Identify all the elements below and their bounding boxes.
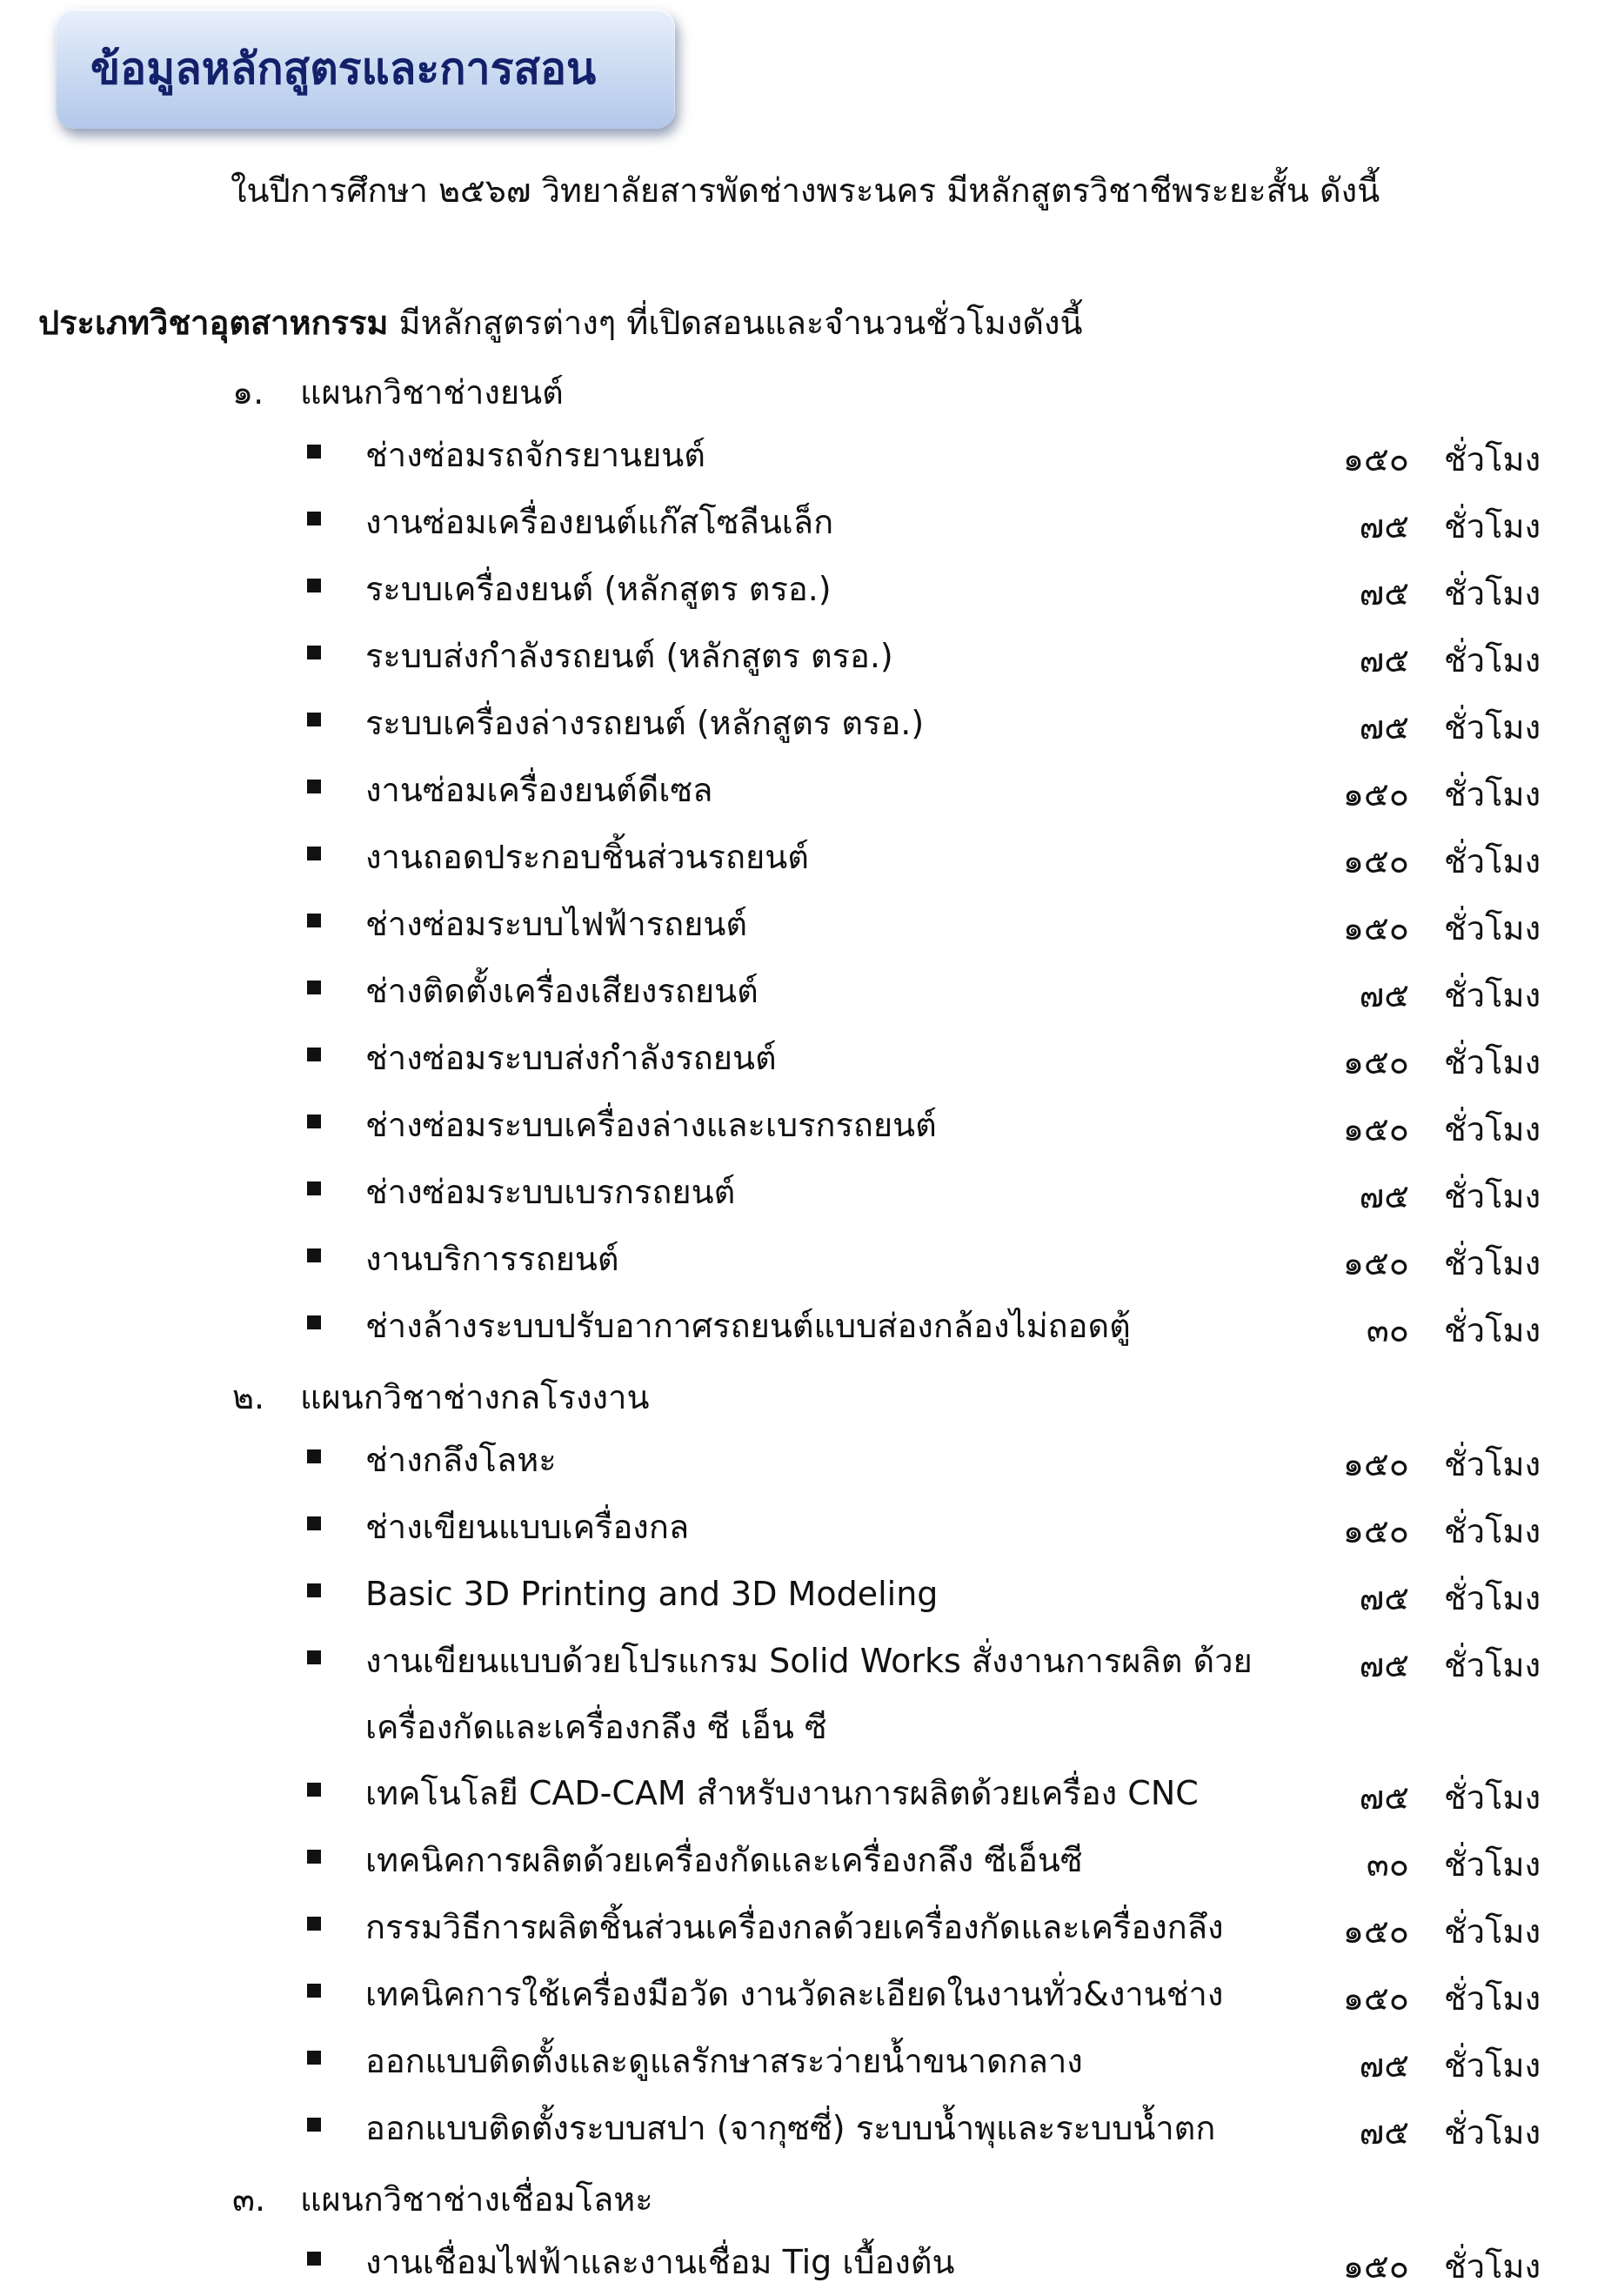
square-bullet-icon <box>307 780 321 793</box>
course-list <box>0 355 1604 2296</box>
department-heading <box>0 1360 1604 1427</box>
list-item <box>0 958 1604 1025</box>
course-name: งานเชื่อมไฟฟ้าและงานเชื่อม Tig เบื้องต้น <box>365 2243 955 2281</box>
department-number: ๓. <box>232 2180 266 2219</box>
square-bullet-icon <box>307 1115 321 1128</box>
list-item <box>0 2028 1604 2095</box>
department-heading <box>0 2162 1604 2229</box>
course-hours: ๗๕ <box>1359 976 1409 1014</box>
square-bullet-icon <box>307 1248 321 1262</box>
square-bullet-icon <box>307 1516 321 1530</box>
course-name: กรรมวิธีการผลิตชิ้นส่วนเครื่องกลด้วยเครื่องกัดและเครื่องกลึง <box>365 1908 1224 1946</box>
course-hours: ๗๕ <box>1359 1579 1409 1617</box>
course-name: Basic 3D Printing and 3D Modeling <box>365 1575 939 1613</box>
course-name: งานซ่อมเครื่องยนต์ดีเซล <box>365 771 713 809</box>
square-bullet-icon <box>307 1984 321 1998</box>
hours-unit: ชั่วโมง <box>1444 909 1541 947</box>
list-item <box>0 489 1604 556</box>
list-item <box>0 422 1604 489</box>
course-name: ระบบเครื่องล่างรถยนต์ (หลักสูตร ตรอ.) <box>365 704 925 742</box>
department-number: ๒. <box>232 1378 265 1416</box>
square-bullet-icon <box>307 2051 321 2065</box>
course-hours: ๑๕๐ <box>1342 1912 1409 1951</box>
square-bullet-icon <box>307 1181 321 1195</box>
square-bullet-icon <box>307 445 321 459</box>
course-hours: ๗๕ <box>1359 2113 1409 2152</box>
hours-unit: ชั่วโมง <box>1444 1445 1541 1483</box>
hours-unit: ชั่วโมง <box>1444 574 1541 612</box>
course-hours: ๑๕๐ <box>1342 440 1409 479</box>
square-bullet-icon <box>307 1650 321 1664</box>
course-name: ช่างซ่อมระบบไฟฟ้ารถยนต์ <box>365 905 748 943</box>
course-hours: ๗๕ <box>1359 574 1409 612</box>
course-name: ช่างเขียนแบบเครื่องกล <box>365 1508 690 1546</box>
course-name: เทคนิคการใช้เครื่องมือวัด งานวัดละเอียดในงานทั่ว&งานช่าง <box>365 1975 1224 2013</box>
hours-unit: ชั่วโมง <box>1444 1778 1541 1817</box>
list-item <box>0 891 1604 958</box>
square-bullet-icon <box>307 847 321 860</box>
square-bullet-icon <box>307 1315 321 1329</box>
course-name: งานถอดประกอบชิ้นส่วนรถยนต์ <box>365 838 809 876</box>
course-name: ช่างซ่อมระบบส่งกำลังรถยนต์ <box>365 1039 777 1077</box>
category-heading <box>38 296 1083 349</box>
hours-unit: ชั่วโมง <box>1444 708 1541 746</box>
title-banner <box>56 9 675 129</box>
course-name: ออกแบบติดตั้งระบบสปา (จากุซซี่) ระบบน้ำพุและระบบน้ำตก <box>365 2109 1216 2147</box>
hours-unit: ชั่วโมง <box>1444 1512 1541 1550</box>
list-item <box>0 556 1604 623</box>
hours-unit: ชั่วโมง <box>1444 507 1541 546</box>
square-bullet-icon <box>307 1917 321 1931</box>
list-item <box>0 824 1604 891</box>
square-bullet-icon <box>307 1048 321 1061</box>
square-bullet-icon <box>307 579 321 592</box>
hours-unit: ชั่วโมง <box>1444 775 1541 813</box>
list-item <box>0 1760 1604 1827</box>
square-bullet-icon <box>307 713 321 726</box>
hours-unit: ชั่วโมง <box>1444 1110 1541 1148</box>
course-hours: ๑๕๐ <box>1342 1110 1409 1148</box>
square-bullet-icon <box>307 512 321 525</box>
page-title: ข้อมูลหลักสูตรและการสอน <box>90 43 597 94</box>
hours-unit: ชั่วโมง <box>1444 1311 1541 1349</box>
square-bullet-icon <box>307 1783 321 1797</box>
square-bullet-icon <box>307 914 321 927</box>
square-bullet-icon <box>307 981 321 994</box>
list-item <box>0 1961 1604 2028</box>
course-name: ช่างซ่อมรถจักรยานยนต์ <box>365 436 705 474</box>
hours-unit: ชั่วโมง <box>1444 641 1541 679</box>
list-item <box>0 1561 1604 1628</box>
hours-unit: ชั่วโมง <box>1444 440 1541 479</box>
course-name: เทคโนโลยี CAD-CAM สำหรับงานการผลิตด้วยเครื่อง CNC <box>365 1774 1199 1812</box>
hours-unit: ชั่วโมง <box>1444 1579 1541 1617</box>
course-name: ระบบเครื่องยนต์ (หลักสูตร ตรอ.) <box>365 570 832 608</box>
list-item <box>0 623 1604 690</box>
department-name: แผนกวิชาช่างเชื่อมโลหะ <box>300 2180 653 2219</box>
course-hours: ๓๐ <box>1366 1845 1409 1884</box>
square-bullet-icon <box>307 1850 321 1864</box>
course-name: งานซ่อมเครื่องยนต์แก๊สโซลีนเล็ก <box>365 503 834 541</box>
list-item <box>0 690 1604 757</box>
department-number: ๑. <box>232 373 264 412</box>
list-item <box>0 1827 1604 1894</box>
list-item <box>0 2229 1604 2296</box>
course-hours: ๑๕๐ <box>1342 842 1409 880</box>
list-item <box>0 1159 1604 1226</box>
square-bullet-icon <box>307 1583 321 1597</box>
course-hours: ๗๕ <box>1359 1778 1409 1817</box>
hours-unit: ชั่วโมง <box>1444 842 1541 880</box>
hours-unit: ชั่วโมง <box>1444 2046 1541 2085</box>
list-item <box>0 1226 1604 1293</box>
list-item <box>0 1092 1604 1159</box>
list-item <box>0 757 1604 824</box>
list-item <box>0 1894 1604 1961</box>
course-hours: ๓๐ <box>1366 1311 1409 1349</box>
course-name: ออกแบบติดตั้งและดูแลรักษาสระว่ายน้ำขนาดกลาง <box>365 2042 1083 2080</box>
course-hours: ๗๕ <box>1359 1177 1409 1215</box>
list-item <box>0 1494 1604 1561</box>
department-heading <box>0 355 1604 422</box>
department-name: แผนกวิชาช่างกลโรงงาน <box>300 1378 650 1416</box>
hours-unit: ชั่วโมง <box>1444 2113 1541 2152</box>
course-name: ระบบส่งกำลังรถยนต์ (หลักสูตร ตรอ.) <box>365 637 893 675</box>
list-item <box>0 1628 1604 1760</box>
hours-unit: ชั่วโมง <box>1444 976 1541 1014</box>
course-name: ช่างติดตั้งเครื่องเสียงรถยนต์ <box>365 972 759 1010</box>
course-hours: ๑๕๐ <box>1342 909 1409 947</box>
course-name: งานบริการรถยนต์ <box>365 1240 619 1278</box>
course-hours: ๑๕๐ <box>1342 1445 1409 1483</box>
hours-unit: ชั่วโมง <box>1444 1244 1541 1282</box>
square-bullet-icon <box>307 1449 321 1463</box>
hours-unit: ชั่วโมง <box>1444 1845 1541 1884</box>
course-hours: ๑๕๐ <box>1342 1979 1409 2018</box>
course-name: ช่างกลึงโลหะ <box>365 1441 557 1479</box>
course-hours: ๑๕๐ <box>1342 1244 1409 1282</box>
square-bullet-icon <box>307 2252 321 2266</box>
course-hours: ๗๕ <box>1359 708 1409 746</box>
square-bullet-icon <box>307 646 321 659</box>
hours-unit: ชั่วโมง <box>1444 2247 1541 2286</box>
square-bullet-icon <box>307 2118 321 2132</box>
course-name: เทคนิคการผลิตด้วยเครื่องกัดและเครื่องกลึง ซีเอ็นซี <box>365 1841 1083 1879</box>
course-name: ช่างซ่อมระบบเบรกรถยนต์ <box>365 1173 736 1211</box>
hours-unit: ชั่วโมง <box>1444 1979 1541 2018</box>
hours-unit: ชั่วโมง <box>1444 1912 1541 1951</box>
hours-unit: ชั่วโมง <box>1444 1177 1541 1215</box>
list-item <box>0 1427 1604 1494</box>
list-item <box>0 2095 1604 2162</box>
course-hours: ๑๕๐ <box>1342 775 1409 813</box>
course-hours: ๗๕ <box>1359 507 1409 546</box>
course-name: ช่างซ่อมระบบเครื่องล่างและเบรกรถยนต์ <box>365 1106 937 1144</box>
course-hours: ๑๕๐ <box>1342 1512 1409 1550</box>
hours-unit: ชั่วโมง <box>1444 1646 1541 1684</box>
course-hours: ๑๕๐ <box>1342 2247 1409 2286</box>
course-hours: ๑๕๐ <box>1342 1043 1409 1081</box>
course-name: งานเขียนแบบด้วยโปรแกรม Solid Works สั่งงานการผลิต ด้วยเครื่องกัดและเครื่องกลึง ซี เอ็น ซี <box>365 1642 1253 1746</box>
category-name: ประเภทวิชาอุตสาหกรรม <box>38 304 389 342</box>
course-hours: ๗๕ <box>1359 2046 1409 2085</box>
list-item <box>0 1025 1604 1092</box>
intro-paragraph: ในปีการศึกษา ๒๕๖๗ วิทยาลัยสารพัดช่างพระนคร มีหลักสูตรวิชาชีพระยะสั้น ดังนี้ <box>231 171 1380 210</box>
department-name: แผนกวิชาช่างยนต์ <box>300 373 564 412</box>
course-hours: ๗๕ <box>1359 641 1409 679</box>
course-name: ช่างล้างระบบปรับอากาศรถยนต์แบบส่องกล้องไม่ถอดตู้ <box>365 1307 1131 1345</box>
course-hours: ๗๕ <box>1359 1646 1409 1684</box>
list-item <box>0 1293 1604 1360</box>
category-description: มีหลักสูตรต่างๆ ที่เปิดสอนและจำนวนชั่วโมงดังนี้ <box>388 304 1083 342</box>
hours-unit: ชั่วโมง <box>1444 1043 1541 1081</box>
